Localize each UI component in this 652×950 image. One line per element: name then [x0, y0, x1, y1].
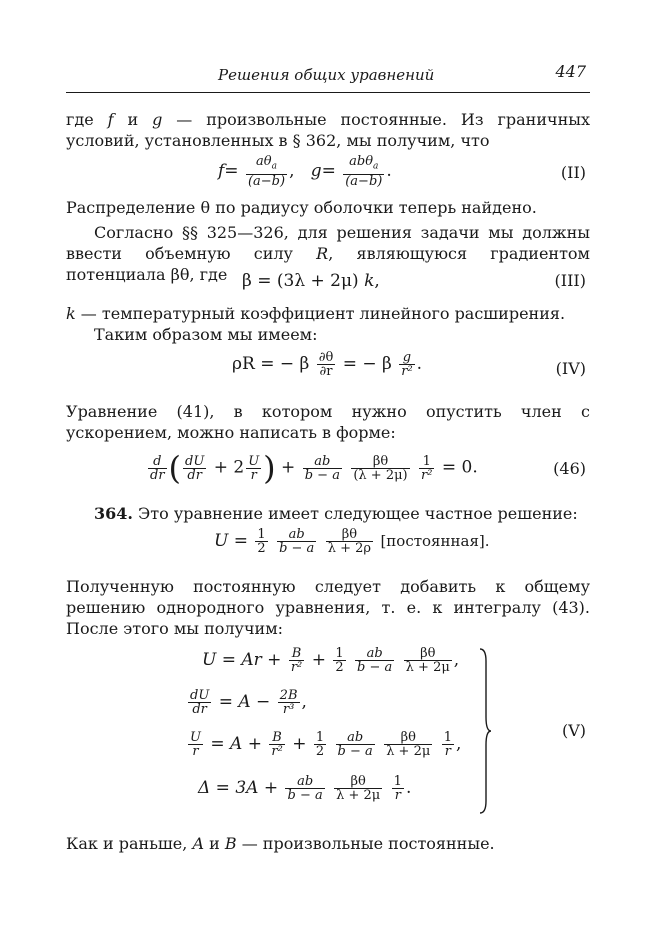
paragraph-5: Таким образом мы имеем: — [94, 325, 318, 344]
running-header — [66, 58, 590, 93]
equation-III: β = (3λ + 2μ) k, (III) — [242, 271, 586, 291]
paragraph-4: k — температурный коэффициент линейного расширения. — [66, 304, 566, 323]
equation-tag: (III) — [554, 271, 586, 290]
equation-II: f= $\frac{a\theta_a}{(a-b)}$ , g= $\frac{ab\theta_a}{(a-b)}$ . (II) — [218, 154, 586, 189]
system-line-2: $\frac{dU}{dr}$ = A − $\frac{2B}{\text{r³}}$ , — [190, 688, 307, 717]
page — [66, 58, 590, 854]
right-brace-icon — [478, 647, 492, 815]
paragraph-2: Распределение θ по радиусу оболочки теперь найдено. — [66, 198, 537, 217]
equation-tag: (46) — [553, 459, 586, 478]
equation-IV: ρR = − β $\frac{\partial\theta}{\partial r}$ = − β $\frac{g}{\text{r²}}$ . (IV) — [232, 350, 586, 379]
paragraph-6: Уравнение (41), в котором нужно опустить член с ускорением, можно написать в форме: — [66, 402, 590, 442]
equation-system-V — [66, 647, 590, 819]
header-title: Решения общих уравнений — [218, 66, 435, 84]
system-line-3: $\frac{U}{r}$ = A + $\frac{B}{\text{r²}}$ + $\frac{1}{2}$ $\frac{ab}{b - a}$ $\frac{\beta\theta}{\lambda + 2\mu}$ $\frac{1}{r}$ , — [190, 730, 462, 759]
paragraph-7: 364. Это уравнение имеет следующее частное решение: — [94, 504, 578, 523]
paragraph-9: Как и раньше, A и B — произвольные постоянные. — [66, 834, 495, 853]
paragraph-1: где f и g — произвольные постоянные. Из граничных условий, установленных в § 362, мы получим, что — [66, 110, 590, 150]
system-line-4: Δ = 3A + $\frac{ab}{b - a}$ $\frac{\beta\theta}{\lambda + 2\mu}$ $\frac{1}{r}$ . — [198, 774, 412, 803]
equation-tag: (II) — [560, 163, 586, 182]
equation-tag: (IV) — [555, 359, 586, 378]
equation-46: $\frac{d}{dr}$ ( $\frac{dU}{dr}$ + 2 $\frac{U}{r}$ ) + $\frac{ab}{b - a}$ $\frac{\beta\theta}{(\lambda + 2\mu)}$ $\frac{1}{\text{r²}}$ = 0. (46) — [150, 449, 586, 487]
equation-particular: U = $\frac{1}{2}$ $\frac{ab}{b - a}$ $\frac{\beta\theta}{\lambda + 2\rho}$ [постоянная]. — [214, 527, 490, 556]
page-number: 447 — [555, 62, 586, 81]
paragraph-8: Полученную постоянную следует добавить к общему решению однородного уравнения, т. е. к интегралу (43). После этого мы получим: — [66, 577, 590, 638]
equation-tag: (V) — [561, 721, 586, 740]
system-line-1: U = Ar + $\frac{B}{\text{r²}}$ + $\frac{1}{2}$ $\frac{ab}{b - a}$ $\frac{\beta\theta}{\lambda + 2\mu}$ , — [202, 646, 460, 675]
paragraph-3: Согласно §§ 325—326, для решения задачи мы должны ввести объемную силу R, являющуюся градиентом потенциала βθ, где — [66, 223, 591, 284]
